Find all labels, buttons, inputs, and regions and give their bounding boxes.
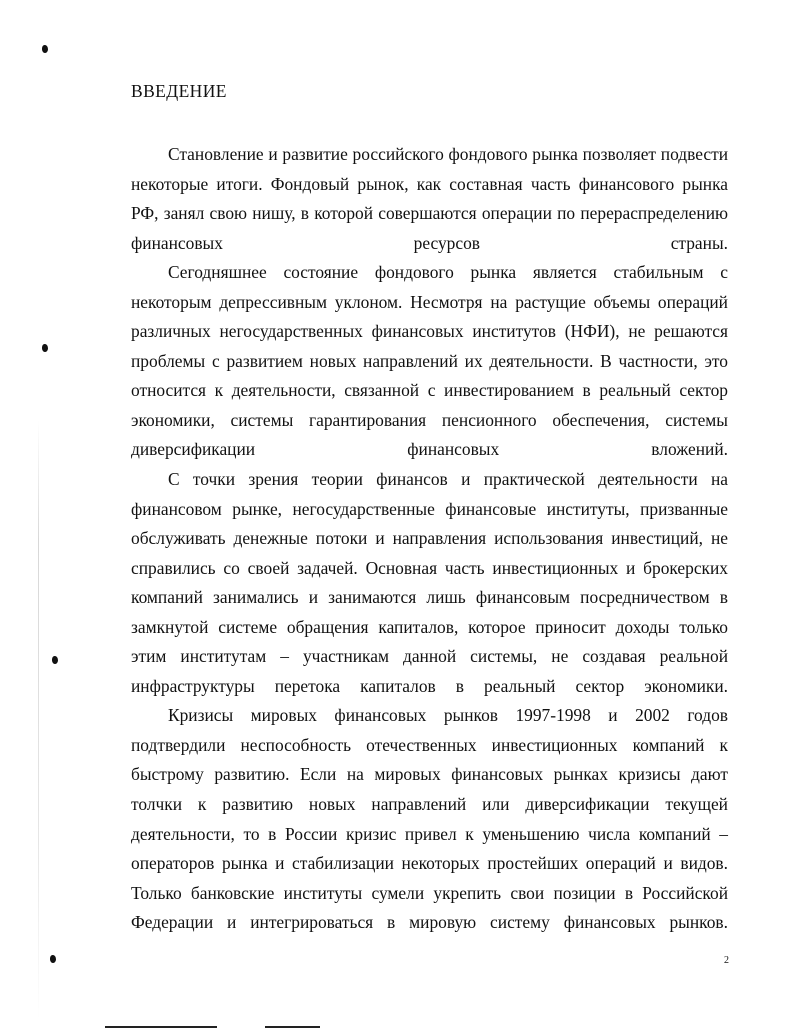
paragraph: Кризисы мировых финансовых рынков 1997-1998 и 2002 годов подтвердили неспособность отечественных инвестиционных компаний к быстрому развитию. Если на мировых финансовых рынках кризисы дают толчки к развитию новых направлений или диверсификации текущей деятельности, то в России кризис привел к уменьшению числа компаний – операторов рынка и стабилизации некоторых простейших операций и видов. Только банковские институты сумели укрепить свои позиции в Российской Федерации и интегрироваться в мировую систему финансовых рынков. <box>131 705 728 933</box>
scan-edge-line <box>38 420 39 1020</box>
punch-hole-mark <box>50 955 56 963</box>
scan-bottom-rule <box>105 1026 217 1028</box>
paragraph: Сегодняшнее состояние фондового рынка является стабильным с некоторым депрессивным уклоном. Несмотря на растущие объемы операций различных негосударственных финансовых институтов (НФИ), не решаются проблемы с развитием новых направлений их деятельности. В частности, это относится к деятельности, связанной с инвестированием в реальный сектор экономики, системы гарантирования пенсионного обеспечения, системы диверсификации финансовых вложений. <box>131 262 728 460</box>
document-body <box>131 140 728 938</box>
page-number: 2 <box>724 955 729 966</box>
punch-hole-mark <box>52 656 58 664</box>
scan-bottom-rule <box>265 1026 320 1028</box>
punch-hole-mark <box>42 344 48 352</box>
paragraph: Становление и развитие российского фондового рынка позволяет подвести некоторые итоги. Фондовый рынок, как составная часть финансового рынка РФ, занял свою нишу, в которой совершаются операции по перераспределению финансовых ресурсов страны. <box>131 144 728 253</box>
paragraph: С точки зрения теории финансов и практической деятельности на финансовом рынке, негосударственные финансовые институты, призванные обслуживать денежные потоки и направления использования инвестиций, не справились со своей задачей. Основная часть инвестиционных и брокерских компаний занимались и занимаются лишь финансовым посредничеством в замкнутой системе обращения капиталов, которое приносит доходы только этим институтам – участникам данной системы, не создавая реальной инфраструктуры перетока капиталов в реальный сектор экономики. <box>131 469 728 696</box>
document-heading: ВВЕДЕНИЕ <box>131 81 227 101</box>
punch-hole-mark <box>42 45 48 53</box>
